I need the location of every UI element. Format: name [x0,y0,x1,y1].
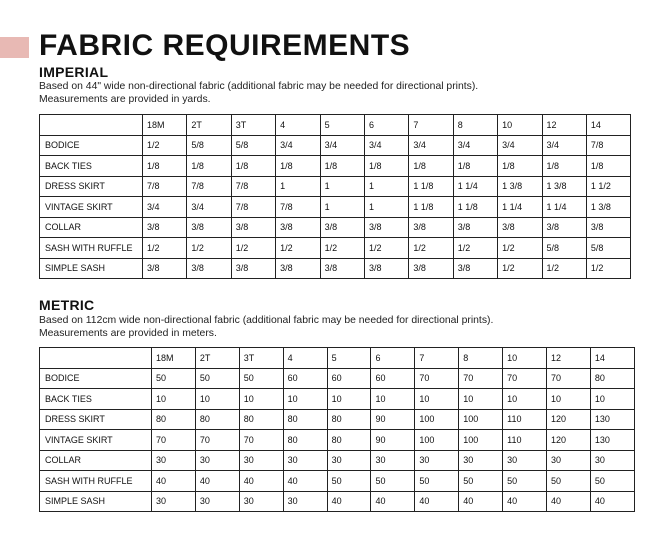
value-cell: 70 [415,368,459,389]
value-cell: 30 [547,450,591,471]
value-cell: 1/8 [409,156,453,177]
value-cell: 80 [239,409,283,430]
row-label-cell: VINTAGE SKIRT [40,430,152,451]
value-cell: 1 3/8 [586,197,630,218]
value-cell: 1 1/4 [498,197,542,218]
value-cell: 30 [195,491,239,512]
value-cell: 80 [283,409,327,430]
value-cell: 30 [283,491,327,512]
value-cell: 130 [590,409,634,430]
value-cell: 1 1/4 [453,176,497,197]
value-cell: 30 [503,450,547,471]
value-cell: 100 [459,430,503,451]
table-row [40,430,635,451]
value-cell: 1/2 [498,258,542,279]
value-cell: 1/2 [542,258,586,279]
row-label-cell: BODICE [40,368,152,389]
value-cell: 7/8 [231,176,275,197]
value-cell: 1/2 [586,258,630,279]
size-header-cell: 5 [320,115,364,136]
value-cell: 120 [547,430,591,451]
size-header-cell: 5 [327,348,371,369]
value-cell: 40 [152,471,196,492]
value-cell: 1/2 [143,135,187,156]
value-cell: 3/4 [187,197,231,218]
table-row [40,491,635,512]
value-cell: 3/8 [187,217,231,238]
value-cell: 3/8 [364,217,408,238]
value-cell: 3/4 [409,135,453,156]
table-row [40,156,631,177]
value-cell: 50 [503,471,547,492]
value-cell: 1 1/8 [453,197,497,218]
size-header-cell: 12 [542,115,586,136]
size-header-cell: 4 [283,348,327,369]
size-header-cell: 10 [503,348,547,369]
row-label-cell: DRESS SKIRT [40,176,143,197]
row-label-cell: BODICE [40,135,143,156]
value-cell: 3/4 [364,135,408,156]
metric-description-line: Based on 112cm wide non-directional fabric (additional fabric may be needed for directional prints). [39,315,494,326]
value-cell: 1/2 [187,238,231,259]
value-cell: 3/8 [498,217,542,238]
value-cell: 70 [503,368,547,389]
value-cell: 1 1/8 [409,176,453,197]
value-cell: 10 [327,389,371,410]
value-cell: 40 [590,491,634,512]
size-header-cell: 3T [231,115,275,136]
value-cell: 70 [459,368,503,389]
size-header-cell: 7 [409,115,453,136]
value-cell: 10 [195,389,239,410]
value-cell: 50 [459,471,503,492]
value-cell: 30 [195,450,239,471]
value-cell: 40 [195,471,239,492]
value-cell: 3/4 [276,135,320,156]
value-cell: 3/8 [409,217,453,238]
value-cell: 100 [459,409,503,430]
value-cell: 1 1/8 [409,197,453,218]
value-cell: 50 [152,368,196,389]
value-cell: 60 [283,368,327,389]
value-cell: 130 [590,430,634,451]
value-cell: 80 [327,409,371,430]
size-header-cell: 3T [239,348,283,369]
value-cell: 7/8 [586,135,630,156]
value-cell: 1/8 [586,156,630,177]
metric-header-row [40,348,635,369]
value-cell: 40 [503,491,547,512]
value-cell: 10 [459,389,503,410]
size-header-cell: 14 [590,348,634,369]
value-cell: 60 [327,368,371,389]
value-cell: 1/8 [143,156,187,177]
imperial-heading: IMPERIAL [39,64,109,80]
value-cell: 7/8 [143,176,187,197]
value-cell: 50 [547,471,591,492]
table-row [40,258,631,279]
value-cell: 1 [320,176,364,197]
row-label-cell: SASH WITH RUFFLE [40,238,143,259]
table-row [40,368,635,389]
value-cell: 90 [371,430,415,451]
value-cell: 30 [415,450,459,471]
size-header-cell: 18M [143,115,187,136]
value-cell: 3/8 [231,217,275,238]
value-cell: 10 [590,389,634,410]
value-cell: 3/4 [143,197,187,218]
value-cell: 3/8 [320,258,364,279]
size-header-cell: 12 [547,348,591,369]
value-cell: 1/2 [409,238,453,259]
table-row [40,217,631,238]
value-cell: 1 [320,197,364,218]
value-cell: 40 [415,491,459,512]
value-cell: 30 [459,450,503,471]
value-cell: 1/8 [498,156,542,177]
value-cell: 30 [152,450,196,471]
value-cell: 7/8 [276,197,320,218]
size-header-cell: 8 [453,115,497,136]
value-cell: 70 [195,430,239,451]
value-cell: 1/2 [320,238,364,259]
value-cell: 1 [276,176,320,197]
value-cell: 1/2 [231,238,275,259]
value-cell: 40 [547,491,591,512]
table-row [40,176,631,197]
value-cell: 5/8 [187,135,231,156]
value-cell: 1/8 [364,156,408,177]
value-cell: 10 [239,389,283,410]
metric-description [39,314,493,340]
row-label-cell: SASH WITH RUFFLE [40,471,152,492]
value-cell: 1 3/8 [542,176,586,197]
value-cell: 1/8 [276,156,320,177]
value-cell: 80 [283,430,327,451]
value-cell: 10 [152,389,196,410]
page-title: FABRIC REQUIREMENTS [39,29,411,62]
table-row [40,450,635,471]
size-header-cell: 6 [371,348,415,369]
value-cell: 3/8 [143,217,187,238]
value-cell: 3/8 [409,258,453,279]
value-cell: 30 [283,450,327,471]
value-cell: 70 [547,368,591,389]
value-cell: 3/8 [453,258,497,279]
value-cell: 40 [327,491,371,512]
size-header-cell: 8 [459,348,503,369]
value-cell: 70 [239,430,283,451]
value-cell: 1/2 [143,238,187,259]
row-label-cell: SIMPLE SASH [40,258,143,279]
value-cell: 100 [415,430,459,451]
value-cell: 10 [415,389,459,410]
table-row [40,197,631,218]
value-cell: 3/4 [542,135,586,156]
value-cell: 1/8 [187,156,231,177]
metric-table [39,347,635,512]
value-cell: 7/8 [187,176,231,197]
value-cell: 1 [364,176,408,197]
value-cell: 80 [590,368,634,389]
value-cell: 30 [327,450,371,471]
value-cell: 1/8 [231,156,275,177]
row-label-cell: SIMPLE SASH [40,491,152,512]
value-cell: 3/8 [187,258,231,279]
value-cell: 5/8 [231,135,275,156]
value-cell: 1 1/4 [542,197,586,218]
value-cell: 110 [503,409,547,430]
value-cell: 1/2 [276,238,320,259]
value-cell: 120 [547,409,591,430]
table-row [40,471,635,492]
value-cell: 1/2 [498,238,542,259]
value-cell: 50 [590,471,634,492]
value-cell: 50 [371,471,415,492]
value-cell: 30 [239,491,283,512]
imperial-description-line: Based on 44" wide non-directional fabric (additional fabric may be needed for directional prints). [39,81,479,92]
value-cell: 3/4 [320,135,364,156]
title-accent-bar [0,37,29,58]
value-cell: 10 [371,389,415,410]
value-cell: 3/8 [364,258,408,279]
value-cell: 110 [503,430,547,451]
value-cell: 1/2 [453,238,497,259]
row-label-cell: COLLAR [40,450,152,471]
header-corner-cell [40,115,143,136]
table-row [40,135,631,156]
value-cell: 1/8 [542,156,586,177]
value-cell: 50 [239,368,283,389]
value-cell: 3/8 [143,258,187,279]
size-header-cell: 2T [195,348,239,369]
value-cell: 80 [152,409,196,430]
size-header-cell: 10 [498,115,542,136]
table-row [40,238,631,259]
value-cell: 70 [152,430,196,451]
table-row [40,389,635,410]
value-cell: 10 [503,389,547,410]
value-cell: 50 [327,471,371,492]
value-cell: 90 [371,409,415,430]
value-cell: 80 [195,409,239,430]
value-cell: 1/8 [453,156,497,177]
value-cell: 40 [283,471,327,492]
value-cell: 3/8 [542,217,586,238]
row-label-cell: VINTAGE SKIRT [40,197,143,218]
value-cell: 1 1/2 [586,176,630,197]
header-corner-cell [40,348,152,369]
imperial-description [39,80,478,106]
value-cell: 3/8 [453,217,497,238]
value-cell: 30 [239,450,283,471]
size-header-cell: 6 [364,115,408,136]
value-cell: 5/8 [542,238,586,259]
value-cell: 1 3/8 [498,176,542,197]
metric-description-line: Measurements are provided in meters. [39,328,217,339]
value-cell: 1/8 [320,156,364,177]
value-cell: 100 [415,409,459,430]
value-cell: 3/8 [586,217,630,238]
value-cell: 40 [239,471,283,492]
value-cell: 40 [371,491,415,512]
value-cell: 30 [590,450,634,471]
value-cell: 30 [152,491,196,512]
size-header-cell: 18M [152,348,196,369]
value-cell: 50 [195,368,239,389]
imperial-table [39,114,631,279]
value-cell: 10 [547,389,591,410]
value-cell: 5/8 [586,238,630,259]
size-header-cell: 4 [276,115,320,136]
value-cell: 30 [371,450,415,471]
size-header-cell: 7 [415,348,459,369]
value-cell: 3/4 [498,135,542,156]
value-cell: 1/2 [364,238,408,259]
row-label-cell: COLLAR [40,217,143,238]
value-cell: 3/8 [320,217,364,238]
value-cell: 7/8 [231,197,275,218]
value-cell: 3/8 [231,258,275,279]
imperial-header-row [40,115,631,136]
size-header-cell: 2T [187,115,231,136]
table-row [40,409,635,430]
row-label-cell: BACK TIES [40,156,143,177]
value-cell: 40 [459,491,503,512]
value-cell: 1 [364,197,408,218]
value-cell: 60 [371,368,415,389]
row-label-cell: BACK TIES [40,389,152,410]
value-cell: 10 [283,389,327,410]
size-header-cell: 14 [586,115,630,136]
row-label-cell: DRESS SKIRT [40,409,152,430]
value-cell: 3/8 [276,258,320,279]
value-cell: 3/4 [453,135,497,156]
value-cell: 3/8 [276,217,320,238]
value-cell: 50 [415,471,459,492]
metric-heading: METRIC [39,297,95,313]
imperial-description-line: Measurements are provided in yards. [39,94,211,105]
value-cell: 80 [327,430,371,451]
